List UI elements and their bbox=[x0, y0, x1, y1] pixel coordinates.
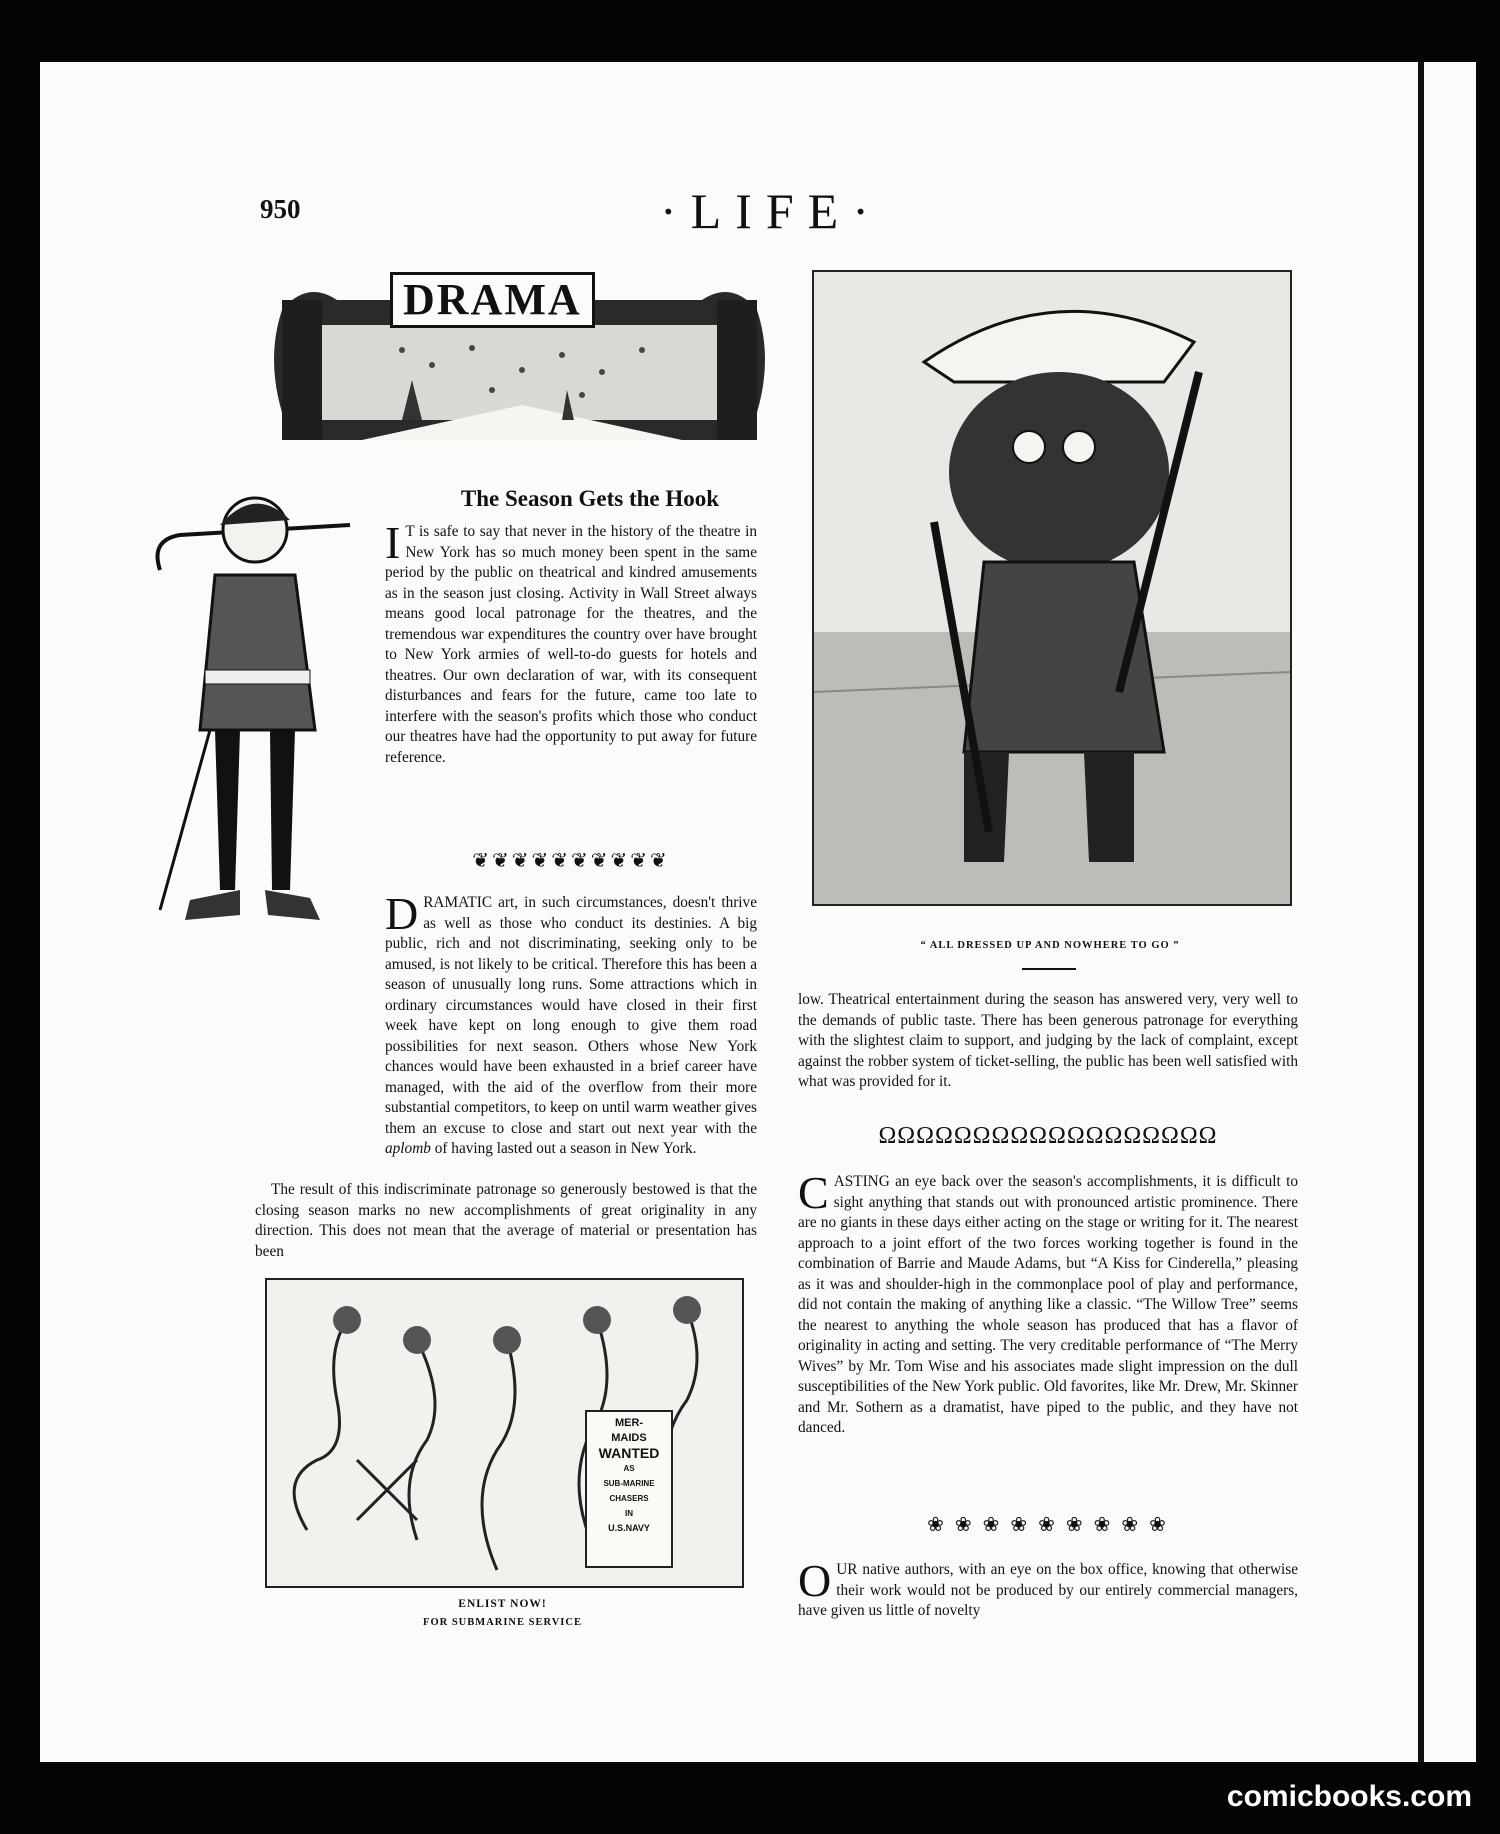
drop-cap-c: C bbox=[798, 1167, 829, 1218]
caption-rule bbox=[1022, 968, 1076, 970]
magazine-masthead: ·LIFE· bbox=[660, 183, 883, 239]
sign-line-4: AS bbox=[623, 1464, 635, 1473]
paragraph-2-italic: aplomb bbox=[385, 1140, 431, 1157]
mermaid-caption-subtitle: FOR SUBMARINE SERVICE bbox=[423, 1617, 582, 1628]
mermaid-cartoon bbox=[265, 1278, 744, 1588]
mermaids-wanted-sign bbox=[585, 1410, 673, 1568]
paragraph-2-end: of having lasted out a season in New York. bbox=[430, 1140, 697, 1157]
paragraph-2-text: RAMATIC art, in such circumstances, doesn't thrive as well as those who conduct its destinies. A big public, rich and not discriminating, seeking only to be amused, is not likely to be critical. Therefore this has been a season of unusually long runs. Some attractions which in ordinary circumstances would have closed in their first week have kept on long enough to give them road possibilities for next season. Others whose New York chances would have been exhausted in a brief career have managed, with the aid of the overflow from their more substantial competitors, to keep on until warm weather gives them an excuse to close and start out next year with the bbox=[385, 894, 757, 1137]
paragraph-5-text: ASTING an eye back over the season's accomplishments, it is difficult to sight anything that stands out with pronounced artistic prominence. There are no giants in these days either acting on the stage or writing for it. The nearest approach to a joint effort of the two forces working together is found in the combination of Barrie and Maude Adams, but “A Kiss for Cinderella,” pleasing as it was and shoulder-high in the commonplace pool of play and performance, did not contain the making of anything like a classic. “The Willow Tree” seems the nearest to anything the whole season has produced that has a flavor of originality in acting and setting. The very creditable performance of “The Merry Wives” by Mr. Tom Wise and his associates made slight impression on the dull susceptibilities of the New York public. Old favorites, like Mr. Drew, Mr. Skinner and Mr. Sothern as a dramatist, have piped to the public, and they have not danced. bbox=[798, 1173, 1298, 1436]
article-paragraph-5 bbox=[798, 1167, 1298, 1439]
sign-line-3: WANTED bbox=[598, 1445, 660, 1461]
drop-cap-i: I bbox=[385, 517, 401, 568]
article-title: The Season Gets the Hook bbox=[460, 486, 720, 511]
cartoon-caption: “ ALL DRESSED UP AND NOWHERE TO GO ” bbox=[920, 940, 1180, 951]
drop-cap-d: D bbox=[385, 888, 419, 939]
paragraph-3-text: The result of this indiscriminate patronage so generously bestowed is that the closing season marks no new accomplishments of great originality in any direction. This does not mean that the average of material or presentation has been bbox=[255, 1181, 757, 1260]
paragraph-1-text: T is safe to say that never in the history of the theatre in New York has so much money been spent in the same period by the public on theatrical and kindred amusements as in the season just closing. Activity in Wall Street always means good local patronage for the theatres, and the tremendous war expenditures the country over have brought to New York armies of well-to-do guests for hotels and theatres. Our own declaration of war, with its consequent disturbances and fears for the future, came too late to interfere with the season's profits which those who conduct our theatres have had the opportunity to put away for future reference. bbox=[385, 523, 757, 766]
drama-banner-label: DRAMA bbox=[390, 272, 595, 328]
ornament-divider-3: ❀ ❀ ❀ ❀ ❀ ❀ ❀ ❀ ❀ bbox=[927, 1514, 1169, 1536]
article-paragraph-3 bbox=[255, 1180, 757, 1262]
article-paragraph-2-start bbox=[385, 888, 757, 1160]
site-watermark: comicbooks.com bbox=[1226, 1780, 1472, 1813]
ornament-divider-2: ΩΩΩΩΩΩΩΩΩΩΩΩΩΩΩΩΩΩ bbox=[878, 1123, 1218, 1149]
sign-line-2: MAIDS bbox=[611, 1432, 647, 1444]
article-paragraph-1 bbox=[385, 517, 757, 768]
article-paragraph-6 bbox=[798, 1555, 1298, 1622]
article-paragraph-4 bbox=[798, 990, 1298, 1093]
sign-line-5: SUB-MARINE bbox=[603, 1479, 655, 1488]
drop-cap-o: O bbox=[798, 1555, 832, 1606]
paragraph-4-text: low. Theatrical entertainment during the season has answered very, very well to the demands of public taste. There has been generous patronage for everything with the slightest claim to support, and judging by the lack of complaint, except against the robber system of ticket-selling, the public has been well satisfied with what was provided for it. bbox=[798, 991, 1298, 1090]
page-number: 950 bbox=[260, 194, 301, 224]
ornament-divider-1: ❦❦❦❦❦❦❦❦❦❦ bbox=[472, 850, 670, 872]
sign-line-6: CHASERS bbox=[609, 1494, 649, 1503]
drama-banner-illustration bbox=[262, 270, 777, 460]
paragraph-6-text: UR native authors, with an eye on the box office, knowing that otherwise their work would not be produced by our entirely commercial managers, have given us little of novelty bbox=[798, 1561, 1298, 1619]
sign-line-1: MER- bbox=[614, 1417, 644, 1429]
jester-illustration bbox=[150, 490, 370, 940]
sign-line-8: U.S.NAVY bbox=[608, 1523, 650, 1533]
sign-line-7: IN bbox=[625, 1509, 633, 1518]
adjacent-page-edge bbox=[1418, 62, 1476, 1762]
all-dressed-up-cartoon bbox=[812, 270, 1292, 906]
mermaid-caption-title: ENLIST NOW! bbox=[458, 1598, 547, 1610]
